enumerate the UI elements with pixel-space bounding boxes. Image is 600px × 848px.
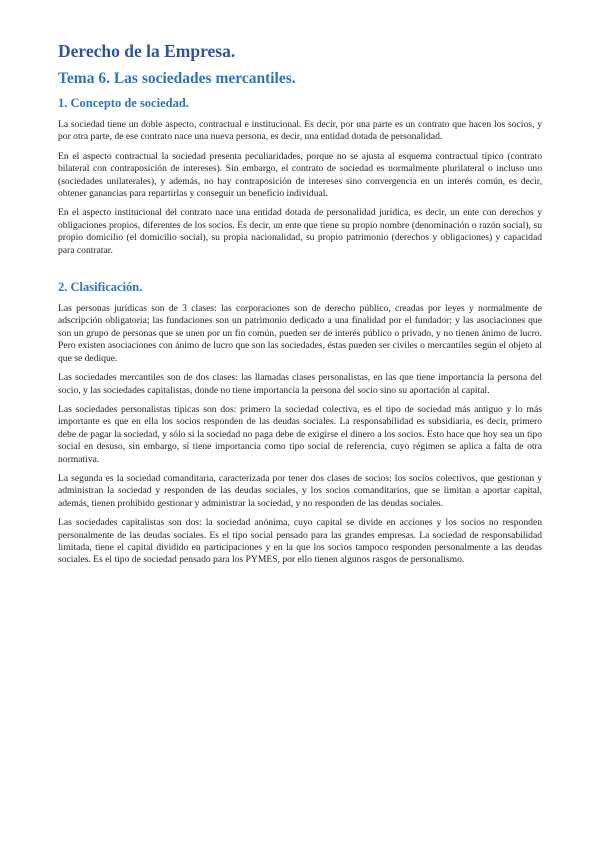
paragraph: Las sociedades capitalistas son dos: la sociedad anónima, cuyo capital se divide en acciones y los socios no responden personalmente de las deudas sociales. Es el tipo social pensado para las grandes empresas. La sociedad de responsabilidad limitada, tiene el capital dividido en participaciones y en la que los socios tampoco responden personalmente a las deudas sociales. Es el tipo de sociedad pensado para los PYMES, por ello tienen algunos rasgos de personalismo.: [58, 517, 542, 566]
paragraph: La sociedad tiene un doble aspecto, contractual e institucional. Es decir, por una parte es un contrato que hacen los socios, y por otra parte, de ese contrato nace una nueva persona, es decir, una entidad dotada de personalidad.: [58, 119, 542, 143]
paragraph: La segunda es la sociedad comanditaria, caracterizada por tener dos clases de socios: los socios colectivos, que gestionan y administran la sociedad y responden de las deudas sociales, y los socios comanditarios, que se limitan a aportar capital, además, tienen prohibido gestionar y administrar la sociedad, y no responden de las deudas sociales.: [58, 472, 542, 509]
document-title: Derecho de la Empresa.: [58, 41, 236, 61]
section-heading: 1. Concepto de sociedad.: [58, 96, 189, 110]
section-heading: 2. Clasificación.: [58, 280, 143, 295]
document-page: [58, 40, 542, 574]
paragraph: Las personas jurídicas son de 3 clases: las corporaciones son de derecho público, creadas por leyes y normalmente de adscripción obligatoria; las fundaciones son un patrimonio dedicado a una finalidad por el fundador; y las asociaciones que son un grupo de personas que se unen por un fin común, pueden ser de interés público o privado, y no tienen ánimo de lucro. Pero existen asociaciones con ánimo de lucro que son las sociedades, éstas pueden ser civiles o mercantiles según el objeto al que se dedique.: [58, 303, 542, 364]
paragraph: En el aspecto institucional del contrato nace una entidad dotada de personalidad jurídica, es decir, un ente con derechos y obligaciones propios, diferentes de los socios. Es decir, un ente que tiene su propio nombre (denominación o razón social), su propio domicilio (el domicilio social), su propia nacionalidad, su propio patrimonio (derechos y obligaciones) y capacidad para contratar.: [58, 207, 542, 256]
section-clasificacion: [58, 279, 542, 567]
paragraph: Las sociedades mercantiles son de dos clases: las llamadas clases personalistas, en las que tiene importancia la persona del socio, y las sociedades capitalistas, donde no tiene importancia la persona del socio sino su aportación al capital.: [58, 372, 542, 396]
section-concepto-de-sociedad: [58, 95, 542, 257]
paragraph: Las sociedades personalistas típicas son dos: primero la sociedad colectiva, es el tipo de sociedad más antiguo y lo más importante es que en ella los socios responden de las deudas sociales. La responsabilidad es subsidiaria, es decir, primero debe de pagar la sociedad, y sólo si la sociedad no paga debe de exigirse el dinero a los socios. Esto hace que hoy sea un tipo social en desuso, sin embargo, sí tiene importancia como tipo social de referencia, cuyo régimen se aplica a falta de otra normativa.: [58, 403, 542, 465]
document-subtitle: Tema 6. Las sociedades mercantiles.: [58, 70, 296, 87]
paragraph: En el aspecto contractual la sociedad presenta peculiaridades, porque no se ajusta al esquema contractual típico (contrato bilateral con contraposición de intereses). Sin embargo, el contrato de sociedad es normalmente plurilateral o incluso uno (sociedades unilaterales), y además, no hay contraposición de intereses sino convergencia en un interés común, es decir, obtener ganancias para repartirlas y conseguir un beneficio individual.: [58, 150, 542, 200]
